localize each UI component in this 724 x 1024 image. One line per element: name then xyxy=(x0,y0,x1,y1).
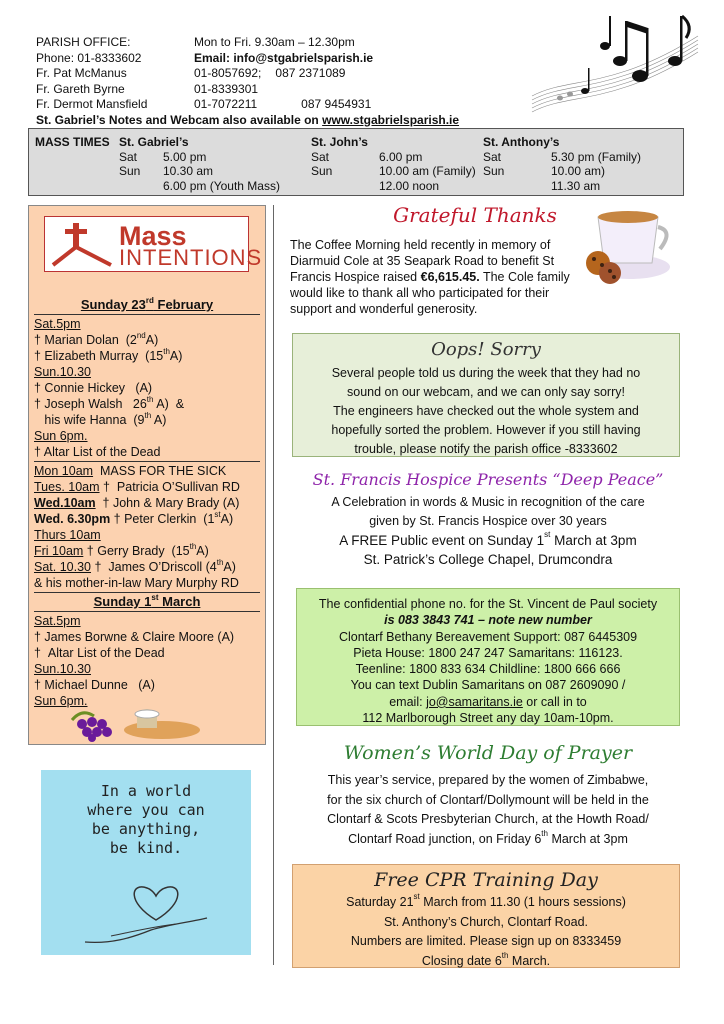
notes-line: St. Gabriel’s Notes and Webcam also available on xyxy=(36,112,319,127)
support-numbers-box xyxy=(296,588,680,726)
priest-phone: 01-8339301 xyxy=(194,81,259,96)
header-value: Mon to Fri. 9.30am – 12.30pm xyxy=(194,35,355,49)
sunday-heading: Sunday 23rd February xyxy=(80,296,214,312)
poster-text: be kind. xyxy=(109,839,183,857)
poster-text: In a world xyxy=(100,782,192,800)
mass-times-john xyxy=(311,135,476,193)
time: 5.00 pm xyxy=(163,149,207,164)
support-line: Pieta House: 1800 247 247 Samaritans: 116123. xyxy=(353,645,623,660)
amount-raised: €6,615.45. xyxy=(420,270,480,284)
mass-times-gabriel xyxy=(119,135,280,193)
day: Sun xyxy=(119,164,141,178)
poster-text: be anything, xyxy=(91,820,201,838)
mass-times-label: MASS TIMES xyxy=(35,135,110,149)
oops-line: sound on our webcam, and we can only say sorry! xyxy=(347,385,625,399)
priest-name: Fr. Pat McManus xyxy=(36,66,127,80)
coffee-cup-icon xyxy=(580,205,675,290)
day: Sat xyxy=(311,149,330,164)
support-line: The confidential phone no. for the St. Vincent de Paul society xyxy=(318,597,658,611)
time: 10.00 am (Family) xyxy=(379,164,476,178)
grateful-body-2: The Cole family would like to thank all who participated for their support and wonderful generosity. xyxy=(290,270,570,316)
cross-icon xyxy=(51,221,115,269)
section-title: Free CPR Training Day xyxy=(374,869,598,891)
hospice-section xyxy=(288,470,688,569)
hospice-line: A Celebration in words & Music in recognition of the care xyxy=(331,495,645,509)
cpr-line: St. Anthony’s Church, Clontarf Road. xyxy=(383,914,589,929)
time: 11.30 am xyxy=(551,178,601,193)
oops-line: hopefully sorted the problem. However if you still having xyxy=(331,423,641,437)
priest-phone: 01-8057692; xyxy=(194,66,262,80)
poster-text: where you can xyxy=(87,801,205,819)
mass-times-panel xyxy=(28,128,684,196)
logo-line1: Mass xyxy=(119,221,187,251)
support-line: Clontarf Bethany Bereavement Support: 087 6445309 xyxy=(338,629,638,644)
mass-times-anthony xyxy=(483,135,641,193)
cpr-line: Closing date 6th March. xyxy=(421,950,551,968)
hospice-line: given by St. Francis Hospice over 30 years xyxy=(369,514,607,528)
church-name: St. Anthony’s xyxy=(483,135,560,149)
section-title: Oops! Sorry xyxy=(431,339,541,360)
samaritans-email-link[interactable]: jo@samaritans.ie xyxy=(426,694,523,709)
oops-line: trouble, please notify the parish office -8333602 xyxy=(354,442,618,456)
priest-mobile: 087 9454931 xyxy=(301,97,372,111)
time: 10.00 am) xyxy=(551,164,606,178)
oops-line: The engineers have checked out the whole system and xyxy=(333,404,639,418)
support-line: You can text Dublin Samaritans on 087 2609090 / xyxy=(350,678,626,693)
church-name: St. John’s xyxy=(311,135,368,149)
support-line: is 083 3843 741 – note new number xyxy=(384,613,592,628)
section-title: Women’s World Day of Prayer xyxy=(343,742,633,764)
priest-phone: 01-7072211 xyxy=(194,97,258,111)
mass-intentions-logo xyxy=(44,216,263,272)
mass-intentions-list: Sunday 23rd February Sat.5pm † Marian Dolan (2ndA) † Elizabeth Murray (15thA) Sun.10.30 † Connie Hickey (A) † Joseph Walsh 26th A) & his wife Hanna (9th A) Sun 6pm. † Altar List of the Dead Mon 10am MASS FOR THE SICK Tues. 10am † Patricia O’Sullivan RD Wed.10am † John & Mary Brady (A) Wed. 6.30pm † Peter Clerkin (1stA) Thurs 10am Fri 10am † Gerry Brady (15thA) Sat. 10.30 † James O’Driscoll (4thA) & his mother-in-law Mary Murphy RD Sunday 1st March Sat.5pm † James Borwne & Claire Moore (A) † Altar List of the Dead Sun.10.30 † Michael Dunne (A) Sun 6pm. xyxy=(34,297,264,709)
oops-line: Several people told us during the week that they had no xyxy=(331,366,641,380)
time: 12.00 noon xyxy=(379,178,440,193)
time: 6.00 pm xyxy=(379,149,423,164)
grateful-body: The Coffee Morning held recently in memory of Diarmuid Cole at 35 Seapark Road to benefit St Francis Hospice raised xyxy=(290,238,555,284)
day: Sun xyxy=(483,164,505,178)
womens-line: for the six church of Clontarf/Dollymount will be held in the xyxy=(327,792,649,807)
oops-sorry-box xyxy=(292,333,680,457)
music-notes-icon xyxy=(530,6,700,116)
time: 10.30 am xyxy=(163,164,214,178)
cpr-line: Numbers are limited. Please sign up on 8333459 xyxy=(350,934,622,948)
email-link[interactable]: Email: info@stgabrielsparish.ie xyxy=(194,50,374,65)
support-line: Teenline: 1800 833 634 Childline: 1800 666 666 xyxy=(355,662,621,677)
bread-wine-icon xyxy=(62,702,202,742)
support-line: email: jo@samaritans.ie or call in to xyxy=(389,694,587,709)
website-link[interactable]: www.stgabrielsparish.ie xyxy=(322,112,460,127)
day: Sat xyxy=(483,149,502,164)
church-name: St. Gabriel’s xyxy=(119,135,189,149)
priest-mobile: 087 2371089 xyxy=(275,66,346,80)
womens-day-section xyxy=(288,742,688,849)
header-label: PARISH OFFICE: xyxy=(36,35,131,49)
priest-name: Fr. Gareth Byrne xyxy=(36,81,125,96)
day: Sat xyxy=(119,149,138,164)
womens-line: Clontarf Road junction, on Friday 6th March at 3pm xyxy=(348,828,628,846)
hospice-line: A FREE Public event on Sunday 1st March at 3pm xyxy=(339,530,637,548)
be-kind-poster xyxy=(41,770,251,955)
cpr-line: Saturday 21st March from 11.30 (1 hours sessions) xyxy=(346,892,626,909)
time: 6.00 pm (Youth Mass) xyxy=(163,178,280,193)
column-divider xyxy=(273,205,274,965)
parish-header xyxy=(36,35,516,128)
cpr-training-box xyxy=(292,864,680,968)
section-title: Grateful Thanks xyxy=(393,203,557,227)
day: Sun xyxy=(311,164,333,178)
hospice-line: St. Patrick’s College Chapel, Drumcondra xyxy=(363,552,613,567)
section-title: St. Francis Hospice Presents “Deep Peace” xyxy=(312,470,664,489)
womens-line: Clontarf & Scots Presbyterian Church, at the Howth Road/ xyxy=(327,812,649,826)
time: 5.30 pm (Family) xyxy=(551,149,642,164)
womens-line: This year’s service, prepared by the women of Zimbabwe, xyxy=(327,773,649,787)
heart-hand-icon xyxy=(81,872,211,952)
logo-line2: INTENTIONS xyxy=(119,245,263,270)
header-label: Phone: 01-8333602 xyxy=(36,50,142,65)
priest-name: Fr. Dermot Mansfield xyxy=(36,97,148,111)
support-line: 112 Marlborough Street any day 10am-10pm. xyxy=(362,711,614,726)
sunday-heading: Sunday 1st March xyxy=(93,593,201,609)
